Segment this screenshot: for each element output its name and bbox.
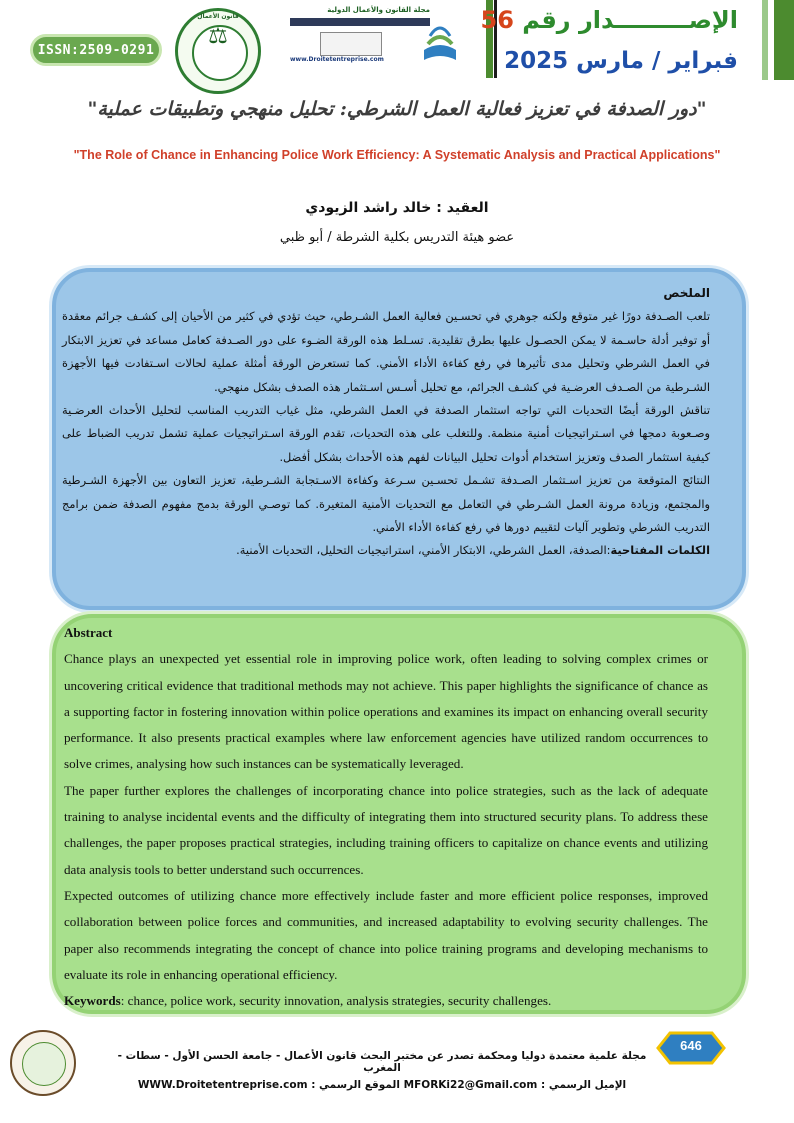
issue-label: الإصـــــــــدار رقم <box>522 6 738 34</box>
english-keywords-label: Keywords <box>64 993 121 1009</box>
abstract-paragraph-2: The paper further explores the challenges of incorporating chance into police strategies, such as the lack of adequate training to analyse incidental events and the difficulty of integrating them into structured security plans. To address these challenges, the paper proposes practical strategies, including training officers to capitalize on chance events and utilizing data analysis tools to better understand such occurrences. <box>64 782 708 877</box>
header-corner-stripe-light <box>762 0 768 80</box>
journal-logo-block <box>270 6 460 70</box>
footer-site[interactable]: WWW.Droitetentreprise.com <box>137 1079 308 1091</box>
author-name: العقيد : خالد راشد الزيودي <box>305 200 489 216</box>
arabic-summary-paragraph-2: تناقش الورقة أيضًا التحديات التي تواجه استثمار الصدفة في العمل الشرطي، مثل غياب التدريب المناسب لتحليل الأحداث العرضـية وصـعوبة دمجها في اسـتراتيجيات أمنية منظمة. وللتغلب على هذه التحديات، تقدم الورقة اسـتراتيجيات عملية تشمل تدريب الضباط على كيفية استثمار الصدف وتعزيز استخدام أدوات تحليل البيانات لفهم هذه الأحداث بشكل أفضل. <box>62 403 710 464</box>
english-keywords-list: : chance, police work, security innovation, analysis strategies, security challenges. <box>120 993 552 1009</box>
footer-site-label: الموقع الرسمي : <box>311 1079 400 1091</box>
abstract-heading: Abstract <box>64 625 113 640</box>
footer-seal-inner <box>22 1042 66 1086</box>
seal-ring-text: قانون الأعمال <box>197 13 239 20</box>
issue-line <box>481 6 739 34</box>
page-number: 646 <box>680 1038 702 1053</box>
page-number-badge <box>654 1030 728 1066</box>
arabic-summary-heading: الملخص <box>663 286 710 300</box>
arabic-keywords <box>62 539 710 562</box>
journal-title-bar <box>290 18 430 26</box>
footer-seal-logo <box>10 1030 76 1096</box>
abstract-paragraph-1: Chance plays an unexpected yet essential role in improving police work, often leading to solving complex crimes or uncovering critical evidence that traditional methods may not achieve. This paper highlights the significance of chance as a supporting factor in fostering innovation within police operations and examines its impact on enhancing overall security performance. It also presents practical examples where law enforcement agencies have utilized random occurrences to solve crimes, analysing how such instances can be systematically leveraged. <box>64 651 708 772</box>
issn-badge: ISSN:2509-0291 <box>30 34 162 66</box>
title-arabic: "دور الصدفة في تعزيز فعالية العمل الشرطي: تحليل منهجي وتطبيقات عملية" <box>87 98 707 120</box>
footer-email[interactable]: MFORKi22@Gmail.com <box>403 1079 538 1091</box>
issue-date: فبراير / مارس 2025 <box>504 48 738 74</box>
university-logo <box>320 32 382 56</box>
arabic-summary <box>62 282 710 563</box>
arabic-keywords-label: الكلمات المفتاحية <box>610 543 710 558</box>
footer-journal-line: مجلة علمية معتمدة دوليا ومحكمة تصدر عن مختبر البحث قانون الأعمال - جامعة الحسن الأول - سطات - المغرب <box>117 1050 647 1074</box>
journal-website-small: www.Droitetentreprise.com <box>290 56 384 63</box>
abstract-paragraph-3: Expected outcomes of utilizing chance more effectively include faster and more efficient police responses, improved collaboration between police forces and communities, and increased adaptability to evolving security challenges. The paper also recommends integrating the concept of chance into police training programs and developing mechanisms to evaluate its role in enhancing operational efficiency. <box>64 887 708 982</box>
open-book-icon <box>420 10 460 66</box>
arabic-keywords-list: :الصدفة، العمل الشرطي، الابتكار الأمني، استراتيجيات التحليل، التحديات الأمنية. <box>236 543 611 558</box>
english-abstract <box>64 620 708 1014</box>
header-corner-gap <box>768 0 774 80</box>
lab-seal-logo <box>175 8 261 94</box>
scales-of-justice-icon: ⚖ <box>208 24 228 49</box>
arabic-summary-paragraph-1: تلعب الصـدفة دورًا غير متوقع ولكنه جوهري في تحسـين فعالية العمل الشـرطي، حيث تؤدي في كثير من الأحيان إلى كشـف جرائم معقدة أو توفير أدلة حاسـمة لا يمكن الحصـول عليها بطرق تقليدية. تسـلط هذه الورقة الضـوء على دور الصـدفة كعامل مساعد في تعزيز الابتكار في العمل الشرطي وتحليل مدى تأثيرها في رفع كفاءة الأداء الأمني. كما تستعرض الورقة أمثلة عملية لحالات اسـتفادت فيها الأجهزة الشـرطية من الصـدف العرضـية في كشـف الجرائم، مع تحليل أسـس اسـتثمار هذه الصدف بشكل منهجي. <box>62 309 710 394</box>
english-keywords <box>64 988 708 1014</box>
title-english: "The Role of Chance in Enhancing Police Work Efficiency: A Systematic Analysis and Practical Applications" <box>73 148 721 162</box>
issue-number: 56 <box>480 6 514 34</box>
header-corner-stripe <box>774 0 794 80</box>
footer-contact-line <box>100 1079 664 1091</box>
journal-title-small: مجلة القانون والأعمال الدولية <box>327 6 430 14</box>
arabic-summary-paragraph-3: النتائج المتوقعة من تعزيز اسـتثمار الصـدفة تشـمل تحسـين سـرعة وكفاءة الاسـتجابة الشـرطية، تعزيز التعاون بين الأجهزة الشـرطية والمجتمع، وزيادة مرونة العمل الشـرطي في التعامل مع التحديات الأمنية المتغيرة. كما توصـي الورقة بدمج مفهوم الصدفة ضمن برامج التدريب الشرطي وتطوير آليات لتقييم دورها في رفع كفاءة الأداء الأمني. <box>62 473 710 535</box>
footer-email-label: الإميل الرسمي : <box>541 1079 627 1091</box>
author-affiliation: عضو هيئة التدريس بكلية الشرطة / أبو ظبي <box>279 230 515 245</box>
